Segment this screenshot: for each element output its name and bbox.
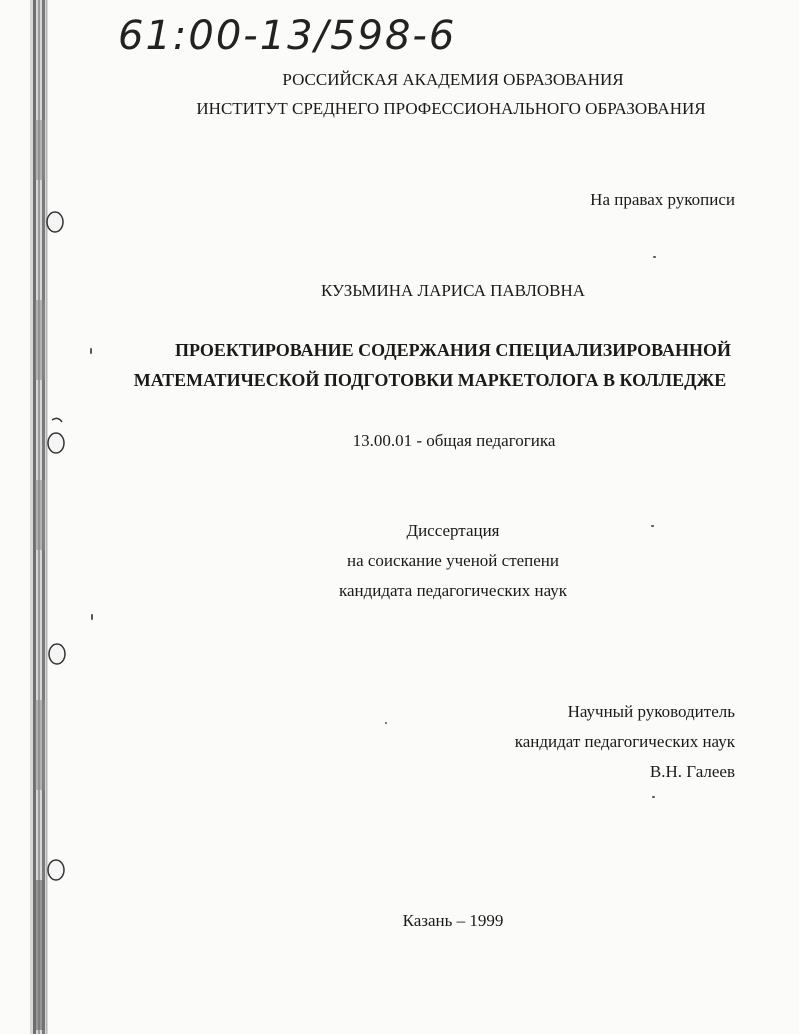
specialty-code: 13.00.01 - общая педагогика <box>352 431 556 450</box>
place-and-year: Казань – 1999 <box>402 911 504 930</box>
author-name: КУЗЬМИНА ЛАРИСА ПАВЛОВНА <box>320 281 586 300</box>
scan-speck <box>651 525 654 527</box>
supervisor-label: Научный руководитель <box>567 702 735 721</box>
scan-binding-edge <box>0 0 72 1034</box>
title-line-2: МАТЕМАТИЧЕСКОЙ ПОДГОТОВКИ МАРКЕТОЛОГА В КОЛЛЕДЖЕ <box>133 370 727 390</box>
dissertation-line-2: на соискание ученой степени <box>346 551 560 570</box>
dissertation-line-1: Диссертация <box>406 521 500 540</box>
manuscript-rights-note: На правах рукописи <box>590 190 735 209</box>
scan-speck <box>652 796 655 798</box>
scan-speck <box>90 348 92 354</box>
scan-speck <box>91 614 93 620</box>
organization-line-2: ИНСТИТУТ СРЕДНЕГО ПРОФЕССИОНАЛЬНОГО ОБРАЗОВАНИЯ <box>196 99 706 118</box>
dissertation-line-3: кандидата педагогических наук <box>338 581 568 600</box>
supervisor-name: В.Н. Галеев <box>649 762 735 781</box>
supervisor-degree: кандидат педагогических наук <box>514 732 735 751</box>
scan-speck <box>385 722 387 724</box>
scan-speck <box>653 256 656 258</box>
organization-line-1: РОССИЙСКАЯ АКАДЕМИЯ ОБРАЗОВАНИЯ <box>282 70 624 89</box>
handwritten-archive-number: 61:00-13/598-6 <box>118 13 457 59</box>
title-line-1: ПРОЕКТИРОВАНИЕ СОДЕРЖАНИЯ СПЕЦИАЛИЗИРОВАННОЙ <box>174 340 732 360</box>
